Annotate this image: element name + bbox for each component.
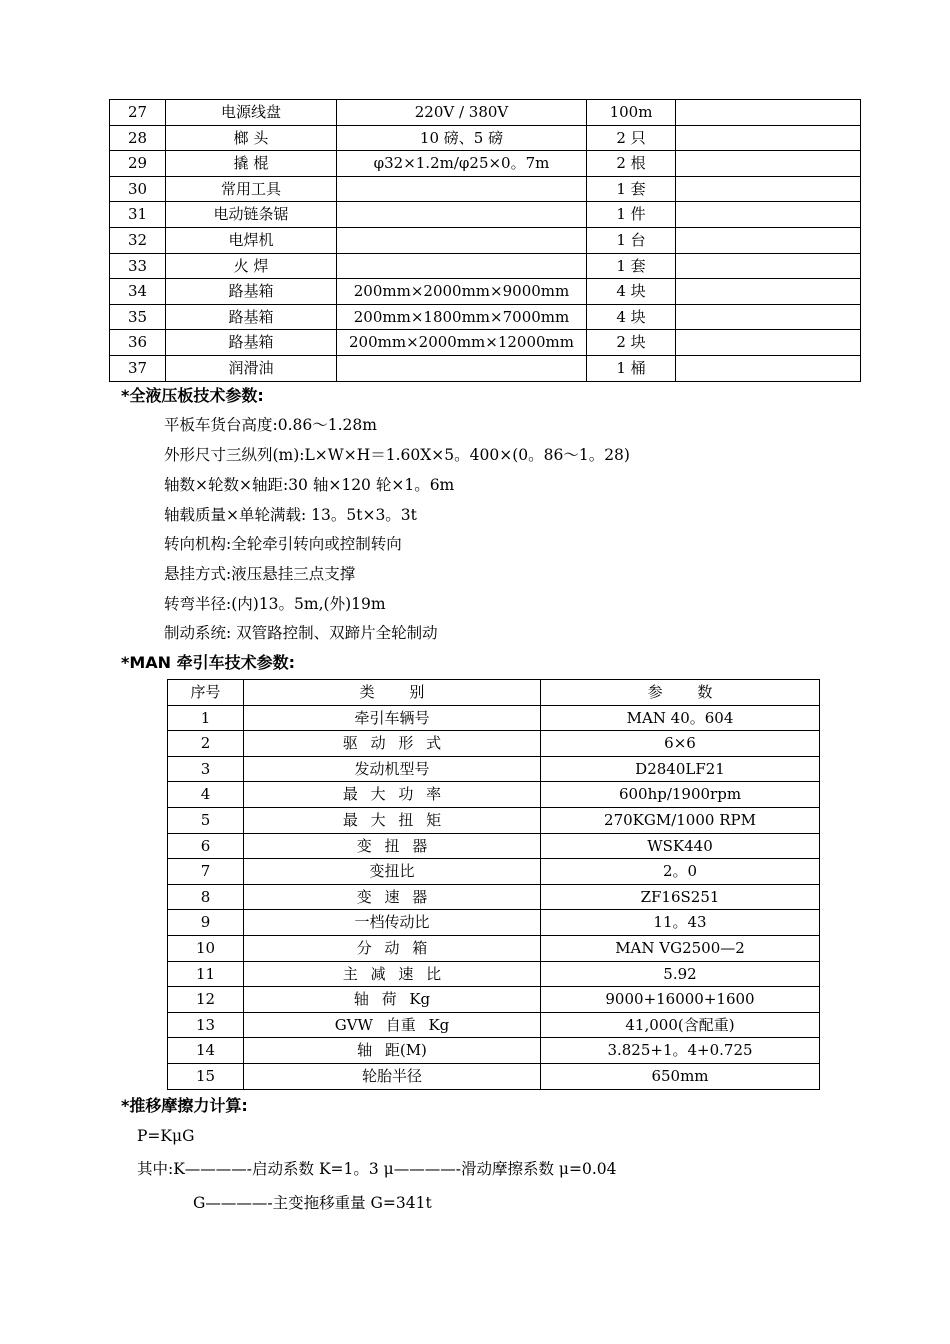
hydraulic-param-line: 平板车货台高度:0.86～1.28m bbox=[164, 416, 377, 434]
equipment-qty-cell: 1 台 bbox=[587, 227, 676, 253]
table-header-row bbox=[168, 680, 820, 706]
equipment-no-cell: 27 bbox=[110, 100, 166, 126]
equipment-no-cell: 31 bbox=[110, 202, 166, 228]
equipment-no-cell: 33 bbox=[110, 253, 166, 279]
equipment-spec-cell bbox=[337, 202, 587, 228]
tractor-param-cell: 5.92 bbox=[541, 961, 820, 987]
table-row bbox=[110, 202, 861, 228]
tractor-category-cell: 变扭比 bbox=[244, 859, 541, 885]
equipment-spec-cell: φ32×1.2m/φ25×0。7m bbox=[337, 151, 587, 177]
equipment-qty-cell: 1 桶 bbox=[587, 355, 676, 381]
friction-explanation-2: G————-主变拖移重量 G=341t bbox=[193, 1194, 432, 1212]
man-tractor-table bbox=[167, 679, 820, 1090]
tractor-category-cell: 分 动 箱 bbox=[244, 935, 541, 961]
equipment-no-cell: 32 bbox=[110, 227, 166, 253]
equipment-no-cell: 28 bbox=[110, 125, 166, 151]
hydraulic-param-line: 制动系统: 双管路控制、双蹄片全轮制动 bbox=[164, 624, 438, 642]
header-no: 序号 bbox=[168, 680, 244, 706]
table-row bbox=[168, 1063, 820, 1089]
hydraulic-param-line: 转向机构:全轮牵引转向或控制转向 bbox=[164, 535, 402, 553]
table-row bbox=[168, 987, 820, 1013]
tractor-param-cell: WSK440 bbox=[541, 833, 820, 859]
tractor-no-cell: 13 bbox=[168, 1012, 244, 1038]
table-row bbox=[168, 1038, 820, 1064]
friction-formula: P=KμG bbox=[137, 1127, 195, 1145]
equipment-spec-cell bbox=[337, 176, 587, 202]
equipment-qty-cell: 4 块 bbox=[587, 304, 676, 330]
tractor-category-cell: 驱 动 形 式 bbox=[244, 731, 541, 757]
equipment-name-cell: 榔 头 bbox=[166, 125, 337, 151]
table-row bbox=[110, 304, 861, 330]
table-row bbox=[168, 961, 820, 987]
equipment-spec-cell bbox=[337, 253, 587, 279]
equipment-note-cell bbox=[676, 355, 861, 381]
equipment-qty-cell: 2 只 bbox=[587, 125, 676, 151]
equipment-name-cell: 火 焊 bbox=[166, 253, 337, 279]
equipment-name-cell: 常用工具 bbox=[166, 176, 337, 202]
tractor-category-cell: 牵引车辆号 bbox=[244, 705, 541, 731]
tractor-category-cell: 发动机型号 bbox=[244, 756, 541, 782]
tractor-no-cell: 11 bbox=[168, 961, 244, 987]
tractor-no-cell: 2 bbox=[168, 731, 244, 757]
table-row bbox=[110, 125, 861, 151]
tractor-param-cell: 9000+16000+1600 bbox=[541, 987, 820, 1013]
tractor-no-cell: 8 bbox=[168, 884, 244, 910]
tractor-no-cell: 3 bbox=[168, 756, 244, 782]
tractor-param-cell: 41,000(含配重) bbox=[541, 1012, 820, 1038]
header-param: 参 数 bbox=[541, 680, 820, 706]
equipment-spec-cell: 200mm×2000mm×9000mm bbox=[337, 279, 587, 305]
table-row bbox=[110, 100, 861, 126]
table-row bbox=[168, 910, 820, 936]
table-row bbox=[168, 705, 820, 731]
equipment-note-cell bbox=[676, 227, 861, 253]
equipment-qty-cell: 1 套 bbox=[587, 176, 676, 202]
table-row bbox=[168, 1012, 820, 1038]
equipment-spec-cell: 200mm×1800mm×7000mm bbox=[337, 304, 587, 330]
table-row bbox=[168, 935, 820, 961]
hydraulic-param-line: 转弯半径:(内)13。5m,(外)19m bbox=[164, 595, 386, 613]
table-row bbox=[168, 782, 820, 808]
equipment-qty-cell: 2 块 bbox=[587, 330, 676, 356]
tractor-param-cell: ZF16S251 bbox=[541, 884, 820, 910]
equipment-qty-cell: 1 件 bbox=[587, 202, 676, 228]
tractor-param-cell: 650mm bbox=[541, 1063, 820, 1089]
equipment-no-cell: 34 bbox=[110, 279, 166, 305]
equipment-qty-cell: 1 套 bbox=[587, 253, 676, 279]
equipment-spec-cell: 200mm×2000mm×12000mm bbox=[337, 330, 587, 356]
equipment-name-cell: 路基箱 bbox=[166, 330, 337, 356]
tractor-no-cell: 12 bbox=[168, 987, 244, 1013]
table-row bbox=[168, 859, 820, 885]
tractor-category-cell: 轴 荷 Kg bbox=[244, 987, 541, 1013]
hydraulic-param-line: 悬挂方式:液压悬挂三点支撑 bbox=[164, 565, 356, 583]
tractor-param-cell: D2840LF21 bbox=[541, 756, 820, 782]
equipment-no-cell: 36 bbox=[110, 330, 166, 356]
tractor-category-cell: 最 大 功 率 bbox=[244, 782, 541, 808]
table-row bbox=[110, 227, 861, 253]
tractor-param-cell: 11。43 bbox=[541, 910, 820, 936]
equipment-name-cell: 撬 棍 bbox=[166, 151, 337, 177]
friction-explanation-1: 其中:K————-启动系数 K=1。3 μ————-滑动摩擦系数 μ=0.04 bbox=[137, 1160, 617, 1178]
table-row bbox=[110, 151, 861, 177]
tractor-no-cell: 9 bbox=[168, 910, 244, 936]
equipment-note-cell bbox=[676, 151, 861, 177]
tractor-no-cell: 10 bbox=[168, 935, 244, 961]
tractor-category-cell: 轴 距(M) bbox=[244, 1038, 541, 1064]
equipment-name-cell: 电动链条锯 bbox=[166, 202, 337, 228]
equipment-name-cell: 电焊机 bbox=[166, 227, 337, 253]
equipment-name-cell: 路基箱 bbox=[166, 279, 337, 305]
hydraulic-param-line: 外形尺寸三纵列(m):L×W×H＝1.60X×5。400×(0。86～1。28) bbox=[164, 446, 630, 464]
man-tractor-heading: *MAN 牵引车技术参数: bbox=[121, 653, 296, 672]
tractor-no-cell: 4 bbox=[168, 782, 244, 808]
tractor-param-cell: 3.825+1。4+0.725 bbox=[541, 1038, 820, 1064]
hydraulic-param-line: 轴载质量×单轮满载: 13。5t×3。3t bbox=[164, 506, 417, 524]
equipment-note-cell bbox=[676, 330, 861, 356]
table-row bbox=[168, 833, 820, 859]
equipment-qty-cell: 2 根 bbox=[587, 151, 676, 177]
table-row bbox=[168, 756, 820, 782]
equipment-qty-cell: 100m bbox=[587, 100, 676, 126]
tractor-category-cell: 变 扭 器 bbox=[244, 833, 541, 859]
table-row bbox=[110, 355, 861, 381]
equipment-no-cell: 30 bbox=[110, 176, 166, 202]
equipment-note-cell bbox=[676, 253, 861, 279]
equipment-note-cell bbox=[676, 125, 861, 151]
tractor-no-cell: 14 bbox=[168, 1038, 244, 1064]
equipment-name-cell: 路基箱 bbox=[166, 304, 337, 330]
equipment-note-cell bbox=[676, 279, 861, 305]
tractor-category-cell: 轮胎半径 bbox=[244, 1063, 541, 1089]
equipment-note-cell bbox=[676, 100, 861, 126]
hydraulic-param-line: 轴数×轮数×轴距:30 轴×120 轮×1。6m bbox=[164, 476, 455, 494]
tractor-category-cell: 最 大 扭 矩 bbox=[244, 807, 541, 833]
table-row bbox=[110, 176, 861, 202]
equipment-name-cell: 电源线盘 bbox=[166, 100, 337, 126]
hydraulic-heading: *全液压板技术参数: bbox=[121, 386, 264, 405]
equipment-no-cell: 37 bbox=[110, 355, 166, 381]
equipment-note-cell bbox=[676, 202, 861, 228]
tractor-category-cell: GVW 自重 Kg bbox=[244, 1012, 541, 1038]
tractor-param-cell: 2。0 bbox=[541, 859, 820, 885]
equipment-spec-cell bbox=[337, 227, 587, 253]
tractor-param-cell: MAN 40。604 bbox=[541, 705, 820, 731]
table-row bbox=[168, 731, 820, 757]
tractor-category-cell: 主 减 速 比 bbox=[244, 961, 541, 987]
equipment-note-cell bbox=[676, 176, 861, 202]
equipment-spec-cell: 220V / 380V bbox=[337, 100, 587, 126]
table-row bbox=[110, 330, 861, 356]
equipment-spec-cell: 10 磅、5 磅 bbox=[337, 125, 587, 151]
friction-heading: *推移摩擦力计算: bbox=[121, 1096, 248, 1115]
tractor-no-cell: 1 bbox=[168, 705, 244, 731]
tractor-no-cell: 15 bbox=[168, 1063, 244, 1089]
tractor-param-cell: MAN VG2500—2 bbox=[541, 935, 820, 961]
equipment-no-cell: 35 bbox=[110, 304, 166, 330]
equipment-table bbox=[109, 99, 861, 382]
tractor-no-cell: 5 bbox=[168, 807, 244, 833]
tractor-param-cell: 270KGM/1000 RPM bbox=[541, 807, 820, 833]
header-category: 类 别 bbox=[244, 680, 541, 706]
table-row bbox=[168, 807, 820, 833]
equipment-spec-cell bbox=[337, 355, 587, 381]
table-row bbox=[110, 279, 861, 305]
tractor-no-cell: 6 bbox=[168, 833, 244, 859]
equipment-name-cell: 润滑油 bbox=[166, 355, 337, 381]
table-row bbox=[110, 253, 861, 279]
tractor-category-cell: 变 速 器 bbox=[244, 884, 541, 910]
table-row bbox=[168, 884, 820, 910]
equipment-qty-cell: 4 块 bbox=[587, 279, 676, 305]
tractor-no-cell: 7 bbox=[168, 859, 244, 885]
tractor-param-cell: 6×6 bbox=[541, 731, 820, 757]
tractor-param-cell: 600hp/1900rpm bbox=[541, 782, 820, 808]
equipment-note-cell bbox=[676, 304, 861, 330]
equipment-no-cell: 29 bbox=[110, 151, 166, 177]
tractor-category-cell: 一档传动比 bbox=[244, 910, 541, 936]
